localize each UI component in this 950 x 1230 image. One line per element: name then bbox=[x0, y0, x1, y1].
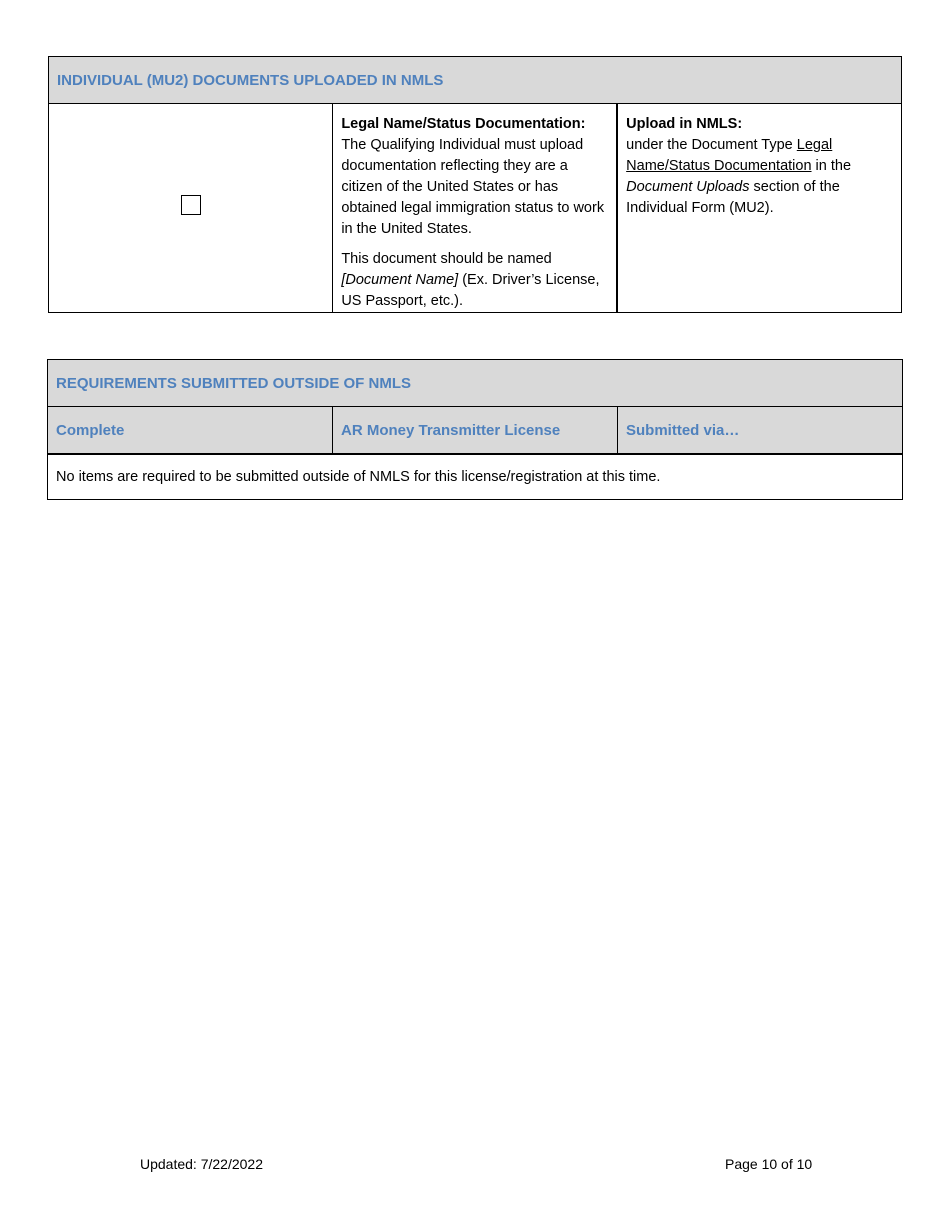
upload-text-1: under the Document Type bbox=[626, 137, 797, 153]
upload-title: Upload in NMLS: bbox=[626, 116, 743, 132]
footer-updated-date: Updated: 7/22/2022 bbox=[140, 1156, 263, 1172]
column-header-row bbox=[48, 407, 903, 455]
column-header-complete: Complete bbox=[48, 407, 333, 455]
document-name-placeholder: [Document Name] bbox=[341, 272, 459, 288]
footer-page-number: Page 10 of 10 bbox=[725, 1156, 813, 1172]
table-row bbox=[48, 454, 903, 500]
naming-paragraph bbox=[341, 249, 608, 312]
outside-requirements-header: REQUIREMENTS SUBMITTED OUTSIDE OF NMLS bbox=[48, 360, 903, 407]
no-items-note: No items are required to be submitted outside of NMLS for this license/registration at this time. bbox=[48, 454, 903, 500]
column-header-submitted-via: Submitted via… bbox=[618, 407, 903, 455]
upload-text-2: in the bbox=[811, 158, 852, 174]
naming-suffix: (Ex. Driver’s License, US Passport, etc.). bbox=[341, 272, 600, 309]
column-header-license: AR Money Transmitter License bbox=[333, 407, 618, 455]
requirement-description bbox=[333, 104, 617, 313]
upload-instructions bbox=[617, 104, 901, 313]
outside-requirements-table bbox=[47, 359, 903, 500]
upload-document-type: Legal Name/Status Documentation bbox=[626, 137, 833, 174]
upload-section-name: Document Uploads bbox=[626, 179, 750, 195]
requirement-paragraph bbox=[341, 114, 608, 240]
naming-prefix: This document should be named bbox=[341, 251, 552, 267]
upload-text-3: section of the Individual Form (MU2). bbox=[626, 179, 840, 216]
individual-documents-table bbox=[48, 56, 902, 313]
checkbox-cell bbox=[49, 104, 333, 313]
requirement-text: The Qualifying Individual must upload documentation reflecting they are a citizen of the United States or has obtained legal immigration status to work in the United States. bbox=[341, 137, 605, 237]
individual-documents-header: INDIVIDUAL (MU2) DOCUMENTS UPLOADED IN NMLS bbox=[49, 57, 902, 104]
requirement-title: Legal Name/Status Documentation: bbox=[341, 116, 586, 132]
legal-name-status-checkbox[interactable] bbox=[181, 195, 201, 215]
table-row bbox=[49, 104, 902, 313]
